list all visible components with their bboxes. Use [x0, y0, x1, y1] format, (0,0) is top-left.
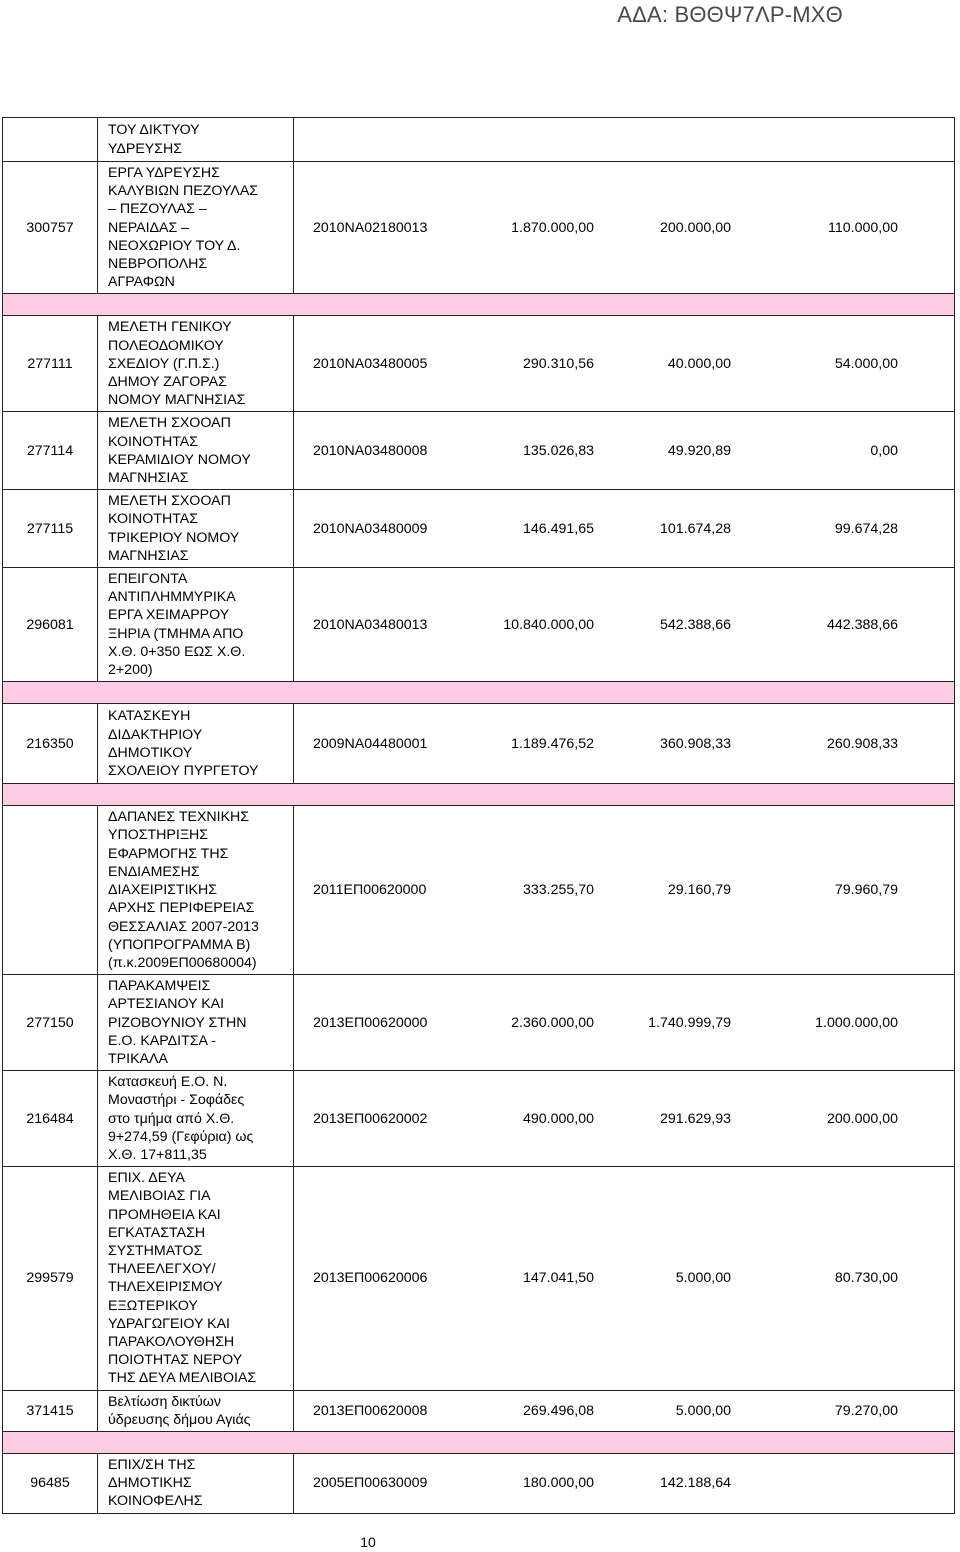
credit-amount: 79.960,79 [834, 882, 898, 899]
description-line: Μοναστήρι - Σοφάδες [108, 1092, 245, 1109]
amounts-cell [294, 1167, 955, 1390]
kae-code: 2013ΕΠ00620000 [313, 1014, 428, 1031]
table-row [3, 118, 955, 162]
credit-amount: 0,00 [870, 442, 898, 459]
project-code: 216484 [3, 1071, 98, 1167]
credit-amount: 260.908,33 [826, 735, 898, 752]
description-line: ΚΕΡΑΜΙΔΙΟΥ ΝΟΜΟΥ [108, 451, 251, 468]
project-description [98, 1453, 294, 1513]
project-code [3, 806, 98, 975]
credit-amount: 79.270,00 [834, 1402, 898, 1419]
credit-amount: 200.000,00 [826, 1110, 898, 1127]
description-line: ύδρευσης δήμου Αγιάς [108, 1411, 251, 1428]
project-description [98, 162, 294, 294]
description-line: στο τμήμα από Χ.Θ. [108, 1110, 235, 1127]
total-budget: 180.000,00 [522, 1475, 594, 1492]
payments-amount: 142.188,64 [659, 1475, 731, 1492]
payments-amount: 360.908,33 [659, 735, 731, 752]
total-budget: 1.870.000,00 [511, 219, 594, 236]
amounts-cell [294, 1390, 955, 1431]
payments-amount: 291.629,93 [659, 1110, 731, 1127]
table-row [3, 162, 955, 294]
description-line: ΠΑΡΑΚΟΛΟΥΘΗΣΗ [108, 1333, 235, 1350]
description-line: 2+200) [108, 662, 153, 679]
description-line: ΜΕΛΕΤΗ ΣΧΟΟΑΠ [108, 415, 231, 432]
table-row [3, 704, 955, 784]
project-code: 299579 [3, 1167, 98, 1390]
description-line: ΣΧΕΔΙΟΥ (Γ.Π.Σ.) [108, 355, 220, 372]
table-row [3, 806, 955, 975]
description-line: ΕΡΓΑ ΧΕΙΜΑΡΡΟΥ [108, 607, 230, 624]
description-line: ΕΠΙΧ. ΔΕΥΑ [108, 1170, 186, 1187]
ada-header: ΑΔΑ: ΒΘΘΨ7ΛΡ-ΜΧΘ [617, 2, 843, 27]
kae-code: 2010ΝΑ03480013 [313, 616, 428, 633]
table-row [3, 1167, 955, 1390]
description-line: ΔΑΠΑΝΕΣ ΤΕΧΝΙΚΗΣ [108, 809, 250, 826]
description-line: Βελτίωση δικτύων [108, 1393, 221, 1410]
description-line: ΔΙΑΧΕΙΡΙΣΤΙΚΗΣ [108, 882, 218, 899]
description-line: ΝΕΡΑΙΔΑΣ – [108, 219, 190, 236]
payments-amount: 1.740.999,79 [648, 1014, 731, 1031]
description-line: ΚΟΙΝΟΤΗΤΑΣ [108, 511, 199, 528]
credit-amount: 110.000,00 [828, 219, 898, 236]
description-line: ΕΠΙΧ/ΣΗ ΤΗΣ [108, 1456, 196, 1473]
table-row [3, 316, 955, 412]
description-line: ΚΑΤΑΣΚΕΥΗ [108, 708, 191, 725]
project-code: 277115 [3, 490, 98, 568]
kae-code: 2010ΝΑ03480005 [313, 355, 428, 372]
project-description [98, 975, 294, 1071]
amounts-cell [294, 704, 955, 784]
kae-code: 2011ΕΠ00620000 [313, 882, 427, 899]
description-line: ΣΥΣΤΗΜΑΤΟΣ [108, 1242, 203, 1259]
amounts-cell [294, 490, 955, 568]
description-line: ΜΕΛΕΤΗ ΓΕΝΙΚΟΥ [108, 319, 232, 336]
table-row [3, 1390, 955, 1431]
payments-amount: 49.920,89 [667, 442, 731, 459]
description-line: ΑΡΤΕΣΙΑΝΟΥ ΚΑΙ [108, 996, 225, 1013]
amounts-cell [294, 975, 955, 1071]
total-budget: 135.026,83 [522, 442, 594, 459]
description-line: ΑΡΧΗΣ ΠΕΡΙΦΕΡΕΙΑΣ [108, 900, 255, 917]
total-budget: 10.840.000,00 [503, 616, 594, 633]
separator-cell [3, 682, 955, 704]
description-line: ΑΓΡΑΦΩΝ [108, 274, 175, 291]
projects-table [2, 117, 955, 1514]
amounts-cell [294, 316, 955, 412]
description-line: ΕΓΚΑΤΑΣΤΑΣΗ [108, 1224, 206, 1241]
description-line: ΠΑΡΑΚΑΜΨΕΙΣ [108, 978, 211, 995]
project-description [98, 118, 294, 162]
project-code: 96485 [3, 1453, 98, 1513]
description-line: ΤΗΛΕΧΕΙΡΙΣΜΟΥ [108, 1279, 223, 1296]
description-line: ΜΕΛΕΤΗ ΣΧΟΟΑΠ [108, 493, 231, 510]
kae-code: 2013ΕΠ00620002 [313, 1110, 428, 1127]
description-line: ΤΡΙΚΑΛΑ [108, 1050, 168, 1067]
project-description [98, 316, 294, 412]
separator-cell [3, 784, 955, 806]
payments-amount: 542.388,66 [659, 616, 731, 633]
kae-code: 2010ΝΑ03480009 [313, 520, 428, 537]
description-line: 9+274,59 (Γεφύρια) ως [108, 1128, 254, 1145]
description-line: ΚΟΙΝΟΤΗΤΑΣ [108, 433, 199, 450]
table-row [3, 975, 955, 1071]
total-budget: 490.000,00 [522, 1110, 594, 1127]
table-row [3, 1071, 955, 1167]
description-line: ΕΝΔΙΑΜΕΣΗΣ [108, 863, 200, 880]
description-line: ΠΟΛΕΟΔΟΜΙΚΟΥ [108, 337, 224, 354]
project-description [98, 1071, 294, 1167]
description-line: ΝΕΒΡΟΠΟΛΗΣ [108, 256, 208, 273]
project-description [98, 412, 294, 490]
kae-code: 2010ΝΑ02180013 [313, 219, 428, 236]
amounts-cell [294, 806, 955, 975]
total-budget: 2.360.000,00 [511, 1014, 594, 1031]
description-line: Κατασκευή Ε.Ο. Ν. [108, 1074, 228, 1091]
description-line: (π.κ.2009ΕΠ00680004) [108, 954, 257, 971]
credit-amount: 1.000.000,00 [815, 1014, 898, 1031]
payments-amount: 40.000,00 [667, 355, 731, 372]
amounts-cell [294, 118, 955, 162]
payments-amount: 5.000,00 [675, 1402, 731, 1419]
project-description [98, 490, 294, 568]
description-line: Χ.Θ. 0+350 ΕΩΣ Χ.Θ. [108, 643, 246, 660]
separator-row [3, 682, 955, 704]
project-code: 277150 [3, 975, 98, 1071]
description-line: ΥΔΡΕΥΣΗΣ [108, 140, 183, 157]
description-line: ΝΕΟΧΩΡΙΟΥ ΤΟΥ Δ. [108, 237, 241, 254]
total-budget: 146.491,65 [522, 520, 594, 537]
description-line: ΤΗΣ ΔΕΥΑ ΜΕΛΙΒΟΙΑΣ [108, 1370, 257, 1387]
project-code: 216350 [3, 704, 98, 784]
description-line: ΜΑΓΝΗΣΙΑΣ [108, 547, 189, 564]
description-line: Χ.Θ. 17+811,35 [108, 1146, 207, 1163]
table-row [3, 1453, 955, 1513]
description-line: ΑΝΤΙΠΛΗΜΜΥΡΙΚΑ [108, 589, 236, 606]
description-line: ΕΦΑΡΜΟΓΗΣ ΤΗΣ [108, 845, 229, 862]
description-line: – ΠΕΖΟΥΛΑΣ – [108, 201, 207, 218]
table-row [3, 490, 955, 568]
description-line: ΣΧΟΛΕΙΟΥ ΠΥΡΓΕΤΟΥ [108, 762, 259, 779]
description-line: ΠΡΟΜΗΘΕΙΑ ΚΑΙ [108, 1206, 221, 1223]
table-row [3, 568, 955, 682]
separator-cell [3, 1431, 955, 1453]
payments-amount: 5.000,00 [675, 1270, 731, 1287]
kae-code: 2013ΕΠ00620008 [313, 1402, 428, 1419]
payments-amount: 101.674,28 [659, 520, 731, 537]
description-line: ΔΗΜΟΤΙΚΗΣ [108, 1475, 192, 1492]
description-line: ΤΡΙΚΕΡΙΟΥ ΝΟΜΟΥ [108, 529, 240, 546]
table-row [3, 412, 955, 490]
page-number: 10 [360, 1534, 376, 1550]
amounts-cell [294, 1453, 955, 1513]
kae-code: 2009ΝΑ04480001 [313, 735, 428, 752]
amounts-cell [294, 162, 955, 294]
credit-amount: 80.730,00 [834, 1270, 898, 1287]
description-line: ΥΔΡΑΓΩΓΕΙΟΥ ΚΑΙ [108, 1315, 230, 1332]
project-code: 300757 [3, 162, 98, 294]
total-budget: 333.255,70 [522, 882, 594, 899]
amounts-cell [294, 1071, 955, 1167]
separator-row [3, 784, 955, 806]
description-line: ΝΟΜΟΥ ΜΑΓΝΗΣΙΑΣ [108, 392, 246, 409]
description-line: ΔΙΔΑΚΤΗΡΙΟΥ [108, 726, 203, 743]
project-description [98, 704, 294, 784]
description-line: ΚΟΙΝΟΦΕΛΗΣ [108, 1493, 203, 1510]
description-line: ΕΡΓΑ ΥΔΡΕΥΣΗΣ [108, 165, 220, 181]
project-description [98, 568, 294, 682]
separator-cell [3, 294, 955, 316]
total-budget: 290.310,56 [522, 355, 594, 372]
project-code: 277111 [3, 316, 98, 412]
project-description [98, 1167, 294, 1390]
description-line: ΕΞΩΤΕΡΙΚΟΥ [108, 1297, 198, 1314]
description-line: ΔΗΜΟΥ ΖΑΓΟΡΑΣ [108, 374, 227, 391]
description-line: ΡΙΖΟΒΟΥΝΙΟΥ ΣΤΗΝ [108, 1014, 247, 1031]
amounts-cell [294, 412, 955, 490]
project-code: 277114 [3, 412, 98, 490]
kae-code: 2013ΕΠ00620006 [313, 1270, 428, 1287]
payments-amount: 200.000,00 [659, 219, 731, 236]
description-line: ΜΑΓΝΗΣΙΑΣ [108, 470, 189, 487]
separator-row [3, 1431, 955, 1453]
description-line: Ε.Ο. ΚΑΡΔΙΤΣΑ - [108, 1032, 216, 1049]
description-line: ΕΠΕΙΓΟΝΤΑ [108, 571, 188, 588]
kae-code: 2005ΕΠ00630009 [313, 1475, 428, 1492]
description-line: ΘΕΣΣΑΛΙΑΣ 2007-2013 [108, 918, 259, 935]
project-description [98, 806, 294, 975]
kae-code: 2010ΝΑ03480008 [313, 442, 428, 459]
description-line: ΞΗΡΙΑ (ΤΜΗΜΑ ΑΠΟ [108, 625, 244, 642]
description-line: ΥΠΟΣΤΗΡΙΞΗΣ [108, 827, 209, 844]
description-line: ΤΟΥ ΔΙΚΤΥΟΥ [108, 122, 200, 139]
total-budget: 1.189.476,52 [511, 735, 594, 752]
project-code [3, 118, 98, 162]
description-line: ΜΕΛΙΒΟΙΑΣ ΓΙΑ [108, 1188, 211, 1205]
description-line: ΔΗΜΟΤΙΚΟΥ [108, 744, 193, 761]
description-line: ΤΗΛΕΕΛΕΓΧΟΥ/ [108, 1261, 216, 1278]
description-line: (ΥΠΟΠΡΟΓΡΑΜΜΑ Β) [108, 936, 251, 953]
project-description [98, 1390, 294, 1431]
description-line: ΠΟΙΟΤΗΤΑΣ ΝΕΡΟΥ [108, 1352, 243, 1369]
separator-row [3, 294, 955, 316]
amounts-cell [294, 568, 955, 682]
project-code: 371415 [3, 1390, 98, 1431]
total-budget: 269.496,08 [522, 1402, 594, 1419]
credit-amount: 99.674,28 [834, 520, 898, 537]
description-line: ΚΑΛΥΒΙΩΝ ΠΕΖΟΥΛΑΣ [108, 183, 259, 200]
payments-amount: 29.160,79 [667, 882, 731, 899]
credit-amount: 54.000,00 [834, 355, 898, 372]
credit-amount: 442.388,66 [826, 616, 898, 633]
total-budget: 147.041,50 [522, 1270, 594, 1287]
project-code: 296081 [3, 568, 98, 682]
